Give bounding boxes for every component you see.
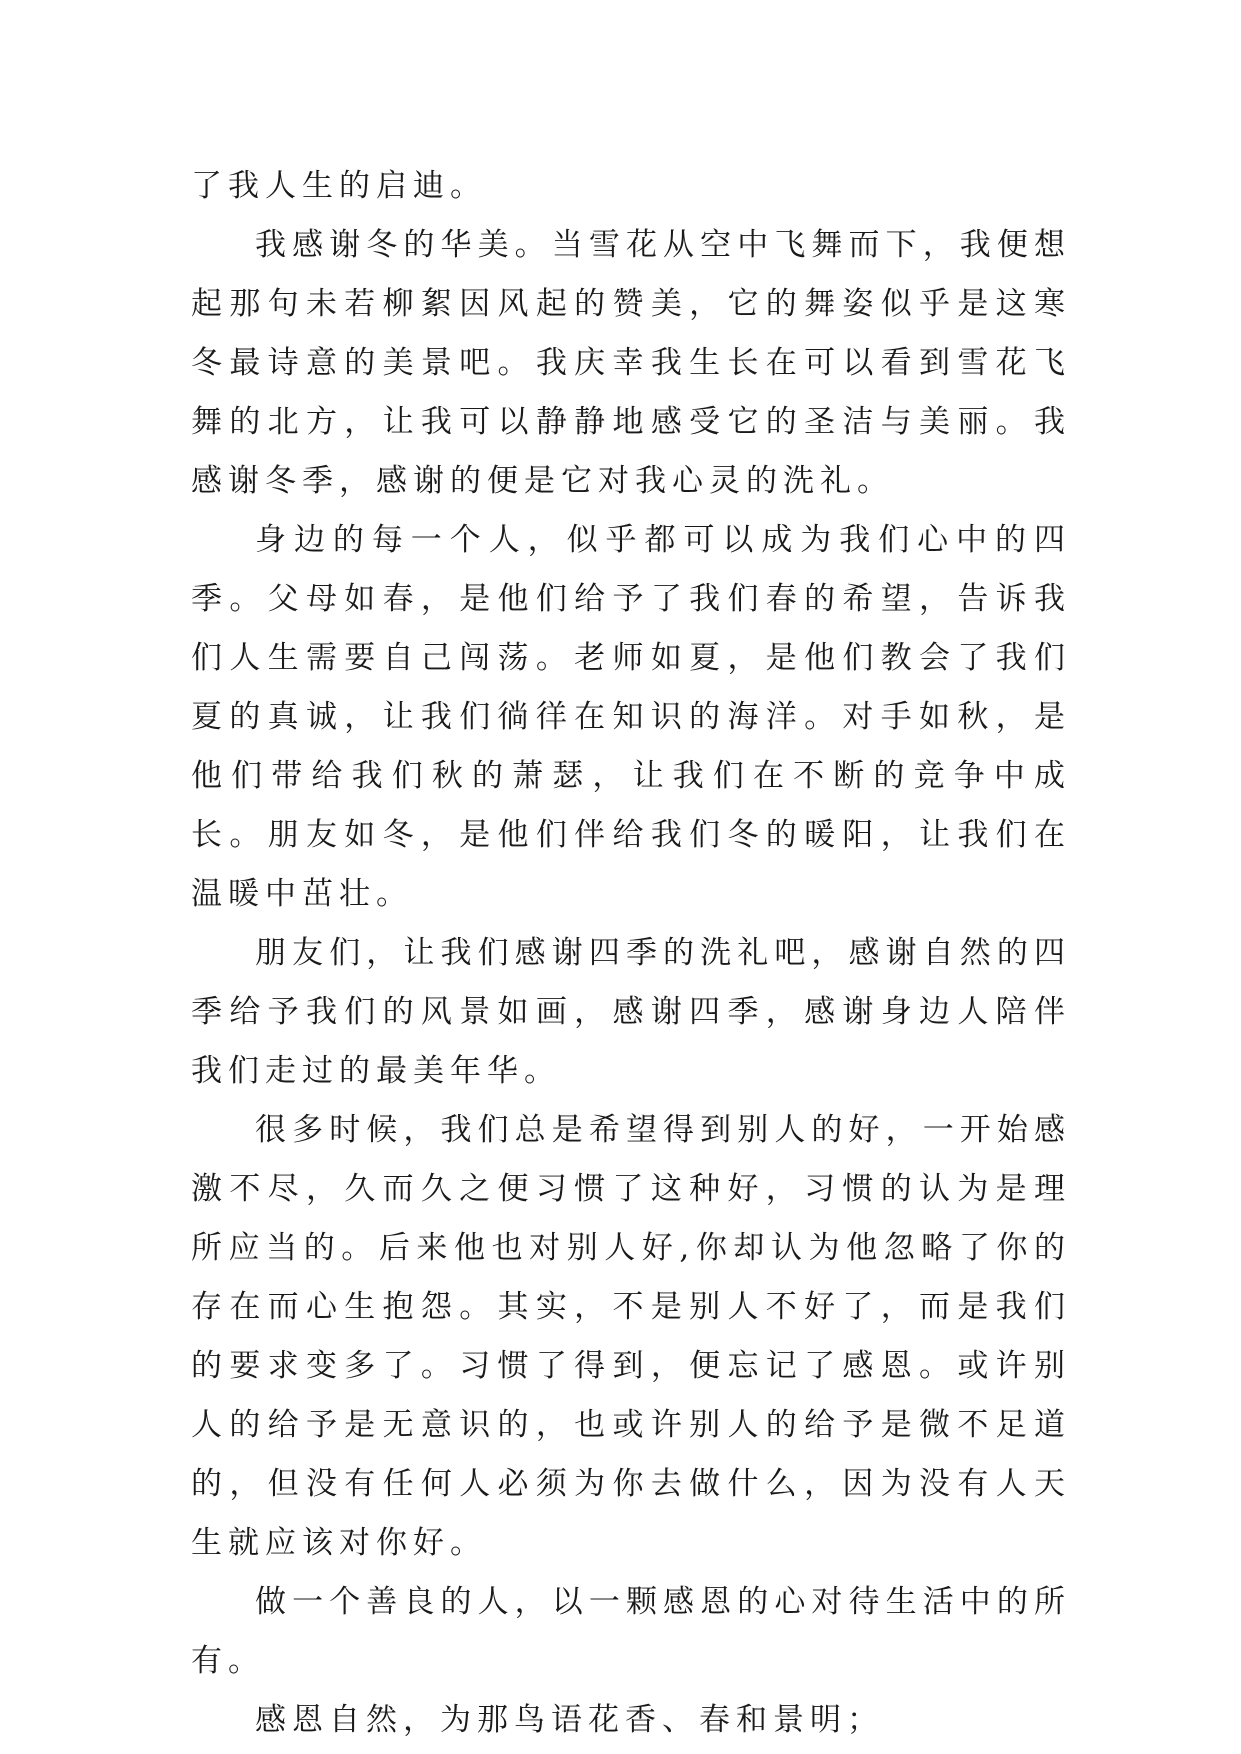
paragraph-people-seasons: 身边的每一个人，似乎都可以成为我们心中的四季。父母如春，是他们给予了我们春的希望，告诉我们人生需要自己闯荡。老师如夏，是他们教会了我们夏的真诚，让我们徜徉在知识的海洋。对手如秋，是他们带给我们秋的萧瑟，让我们在不断的竞争中成长。朋友如冬，是他们伴给我们冬的暖阳，让我们在温暖中茁壮。 <box>191 522 1071 912</box>
paragraph-gratitude-habit: 很多时候，我们总是希望得到别人的好，一开始感激不尽，久而久之便习惯了这种好，习惯的认为是理所应当的。后来他也对别人好,你却认为他忽略了你的存在而心生抱怨。其实，不是别人不好了，而是我们的要求变多了。习惯了得到，便忘记了感恩。或许别人的给予是无意识的，也或许别人的给予是微不足道的，但没有任何人必须为你去做什么，因为没有人天生就应该对你好。 <box>191 1112 1071 1561</box>
paragraph-friends-thanks: 朋友们，让我们感谢四季的洗礼吧，感谢自然的四季给予我们的风景如画，感谢四季，感谢身边人陪伴我们走过的最美年华。 <box>191 935 1071 1089</box>
paragraph-winter: 我感谢冬的华美。当雪花从空中飞舞而下，我便想起那句未若柳絮因风起的赞美，它的舞姿似乎是这寒冬最诗意的美景吧。我庆幸我生长在可以看到雪花飞舞的北方，让我可以静静地感受它的圣洁与美丽。我感谢冬季，感谢的便是它对我心灵的洗礼。 <box>191 227 1071 499</box>
paragraph-nature-thanks: 感恩自然，为那鸟语花香、春和景明； <box>255 1702 884 1738</box>
paragraph-continuation: 了我人生的启迪。 <box>191 168 487 204</box>
document-body <box>191 157 1071 1750</box>
paragraph-kind-person: 做一个善良的人，以一颗感恩的心对待生活中的所有。 <box>191 1584 1071 1679</box>
